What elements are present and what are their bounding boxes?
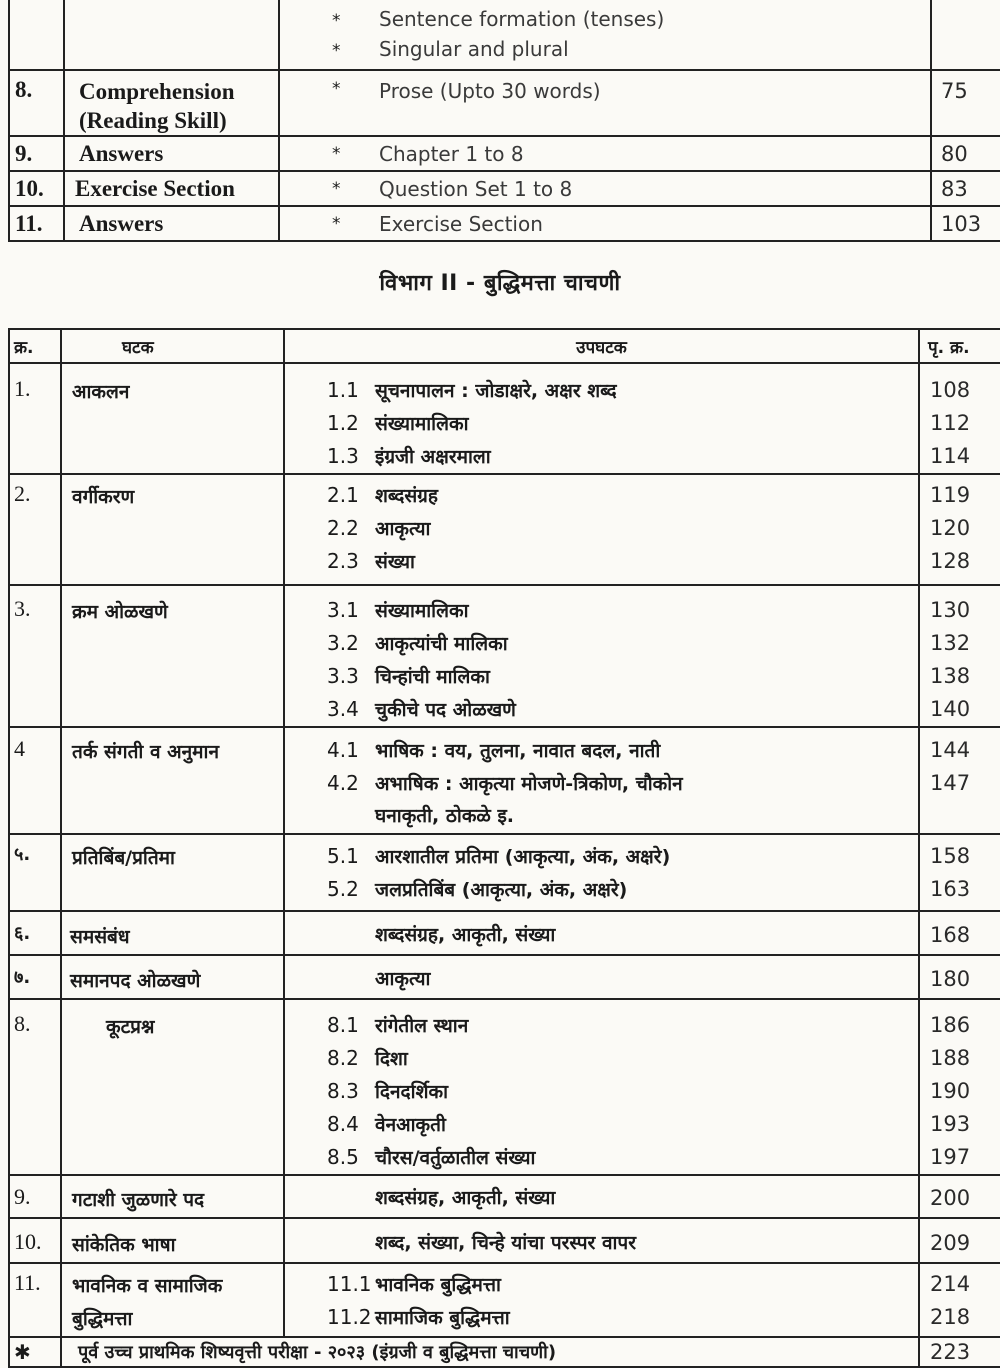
subgroup-item <box>327 407 918 440</box>
page-number: 128 <box>930 549 971 573</box>
subgroup-number: 8.3 <box>327 1079 359 1103</box>
subgroup-item <box>327 1182 918 1215</box>
group-title-line: समानपद ओळखणे <box>70 970 201 992</box>
subgroup-item <box>327 374 918 407</box>
page-number: 158 <box>930 844 971 868</box>
header-subgroup: उपघटक <box>284 329 919 363</box>
page-cell <box>919 834 1000 911</box>
bullet-cell <box>279 0 379 70</box>
subgroup-text: संख्या <box>375 551 415 573</box>
subgroup-item <box>327 479 918 512</box>
page-number: 186 <box>930 1013 971 1037</box>
subgroup-item <box>327 1108 918 1141</box>
bullet: * <box>279 136 379 171</box>
subgroup-text: चिन्हांची मालिका <box>375 666 490 688</box>
table-row <box>9 1263 1000 1337</box>
bullet: * <box>332 41 341 61</box>
subgroup-item <box>327 1301 918 1334</box>
bullet: * <box>332 11 341 31</box>
english-contents-table <box>8 0 1000 242</box>
group-title-line: बुद्धिमत्ता <box>72 1308 133 1330</box>
table-row <box>9 1218 1000 1263</box>
subgroup-item <box>327 1268 918 1301</box>
page-cell <box>919 955 1000 999</box>
page-number: 83 <box>931 171 1000 206</box>
subgroup-text: शब्दसंग्रह, आकृती, संख्या <box>375 1187 556 1209</box>
subgroup-number: 2.3 <box>327 549 359 573</box>
table-row <box>9 206 1000 241</box>
group-title-line: कूटप्रश्न <box>106 1016 155 1038</box>
subgroup-cell <box>284 1263 919 1337</box>
chapter-number: 11. <box>9 206 64 241</box>
table-row <box>9 171 1000 206</box>
page-number: 200 <box>930 1186 971 1210</box>
subgroup-text: भाषिक : वय, तुलना, नावात बदल, नाती <box>375 740 661 762</box>
subgroup-text: शब्दसंग्रह, आकृती, संख्या <box>375 924 556 946</box>
footer-row <box>9 1337 1000 1367</box>
subgroup-text: जलप्रतिबिंब (आकृत्या, अंक, अक्षरे) <box>375 879 628 901</box>
subgroup-item <box>327 840 918 873</box>
table-row <box>9 955 1000 999</box>
page-number: 138 <box>930 664 971 688</box>
group-number: ७. <box>9 955 61 999</box>
subgroup-item <box>327 1227 918 1260</box>
group-title-line: सांकेतिक भाषा <box>72 1234 176 1256</box>
subgroup-number: 2.1 <box>327 483 359 507</box>
subtopic-text: Exercise Section <box>379 206 931 241</box>
subtopic-text: Prose (Upto 30 words) <box>379 70 931 136</box>
chapter-title <box>64 70 279 136</box>
group-title-line: आकलन <box>72 381 130 403</box>
table-row <box>9 911 1000 955</box>
table-row <box>9 727 1000 834</box>
subgroup-text: रांगेतील स्थान <box>375 1015 469 1037</box>
page-number: 130 <box>930 598 971 622</box>
page-cell <box>919 1263 1000 1337</box>
group-title-line: प्रतिबिंब/प्रतिमा <box>72 847 175 869</box>
group-number: 4 <box>9 727 61 834</box>
group-number: 9. <box>9 1175 61 1218</box>
subgroup-cell <box>284 834 919 911</box>
group-number: 3. <box>9 585 61 727</box>
bullet: * <box>279 206 379 241</box>
page-cell <box>919 999 1000 1175</box>
subgroup-text: आकृत्यांची मालिका <box>375 633 508 655</box>
chapter-title-line: (Reading Skill) <box>79 108 227 133</box>
subgroup-item <box>327 800 918 833</box>
bullet: * <box>279 171 379 206</box>
table-row <box>9 136 1000 171</box>
page-cell <box>931 0 1000 70</box>
group-title-line: समसंबंध <box>70 926 130 948</box>
subgroup-text: चौरस/वर्तुळातील संख्या <box>375 1147 536 1169</box>
page-number: 218 <box>930 1305 971 1329</box>
chapter-number: 9. <box>9 136 64 171</box>
subtopic-text: Sentence formation (tenses) <box>379 7 665 31</box>
page-number: 168 <box>930 923 971 947</box>
subgroup-number: 8.1 <box>327 1013 359 1037</box>
subgroup-text: सूचनापालन : जोडाक्षरे, अक्षर शब्द <box>375 380 617 402</box>
subgroup-text: संख्यामालिका <box>375 600 469 622</box>
subgroup-text: आरशातील प्रतिमा (आकृत्या, अंक, अक्षरे) <box>375 846 671 868</box>
page-number: 112 <box>930 411 971 435</box>
subgroup-text: इंग्रजी अक्षरमाला <box>375 446 491 468</box>
page-number: 163 <box>930 877 971 901</box>
subgroup-text: दिशा <box>375 1048 408 1070</box>
page-number: 119 <box>930 483 971 507</box>
subgroup-cell <box>284 1218 919 1263</box>
subgroup-text: भावनिक बुद्धिमत्ता <box>375 1274 501 1296</box>
group-title <box>61 1218 284 1263</box>
group-title-line: वर्गीकरण <box>72 486 135 508</box>
subgroup-text: शब्दसंग्रह <box>375 485 438 507</box>
table-row <box>9 474 1000 585</box>
footer-page: 223 <box>919 1337 1000 1367</box>
subgroup-number: 5.2 <box>327 877 359 901</box>
subgroup-text: अभाषिक : आकृत्या मोजणे-त्रिकोण, चौकोन <box>375 773 683 795</box>
chapter-title-line: Comprehension <box>79 79 235 104</box>
subgroup-cell <box>284 363 919 474</box>
group-title-line: गटाशी जुळणारे पद <box>72 1189 205 1211</box>
section-title: विभाग II - बुद्धिमत्ता चाचणी <box>379 271 621 296</box>
page-number: 209 <box>930 1231 971 1255</box>
table-row <box>9 0 1000 70</box>
page-number <box>930 800 1000 833</box>
page-cell <box>919 474 1000 585</box>
page-number: 188 <box>930 1046 971 1070</box>
subgroup-number: 3.2 <box>327 631 359 655</box>
group-title <box>61 363 284 474</box>
page-number: 180 <box>930 967 971 991</box>
subgroup-item <box>327 873 918 906</box>
subgroup-text: संख्यामालिका <box>375 413 469 435</box>
group-title <box>61 955 284 999</box>
group-number: ५. <box>9 834 61 911</box>
subgroup-number: 1.2 <box>327 411 359 435</box>
subgroup-number: 5.1 <box>327 844 359 868</box>
group-number: 1. <box>9 363 61 474</box>
subgroup-number: 3.1 <box>327 598 359 622</box>
subgroup-item <box>327 1009 918 1042</box>
subgroup-item <box>327 545 918 578</box>
chapter-cell <box>64 0 279 70</box>
group-number: ६. <box>9 911 61 955</box>
footer-mark: ✱ <box>9 1337 61 1367</box>
page-number: 132 <box>930 631 971 655</box>
group-title-line: तर्क संगती व अनुमान <box>72 741 220 763</box>
chapter-title: Answers <box>64 136 279 171</box>
table-row <box>9 834 1000 911</box>
subgroup-number: 4.2 <box>327 771 359 795</box>
header-page: पृ. क्र. <box>919 329 1000 363</box>
page-number: 75 <box>931 70 1000 136</box>
page-number: 193 <box>930 1112 971 1136</box>
subgroup-cell <box>284 1175 919 1218</box>
subgroup-text: आकृत्या <box>375 518 431 540</box>
subgroup-item <box>327 767 918 800</box>
page-number: 114 <box>930 444 971 468</box>
subgroup-text: दिनदर्शिका <box>375 1081 448 1103</box>
table-row <box>9 585 1000 727</box>
page-number: 140 <box>930 697 971 721</box>
group-title <box>61 474 284 585</box>
group-title <box>61 1175 284 1218</box>
subgroup-item <box>327 693 918 726</box>
subgroup-item <box>327 734 918 767</box>
page-number: 197 <box>930 1145 971 1169</box>
chapter-title: Exercise Section <box>64 171 279 206</box>
subgroup-item <box>327 660 918 693</box>
table-row <box>9 363 1000 474</box>
page-number: 108 <box>930 378 971 402</box>
subgroup-number: 2.2 <box>327 516 359 540</box>
subtopic-text: Chapter 1 to 8 <box>379 136 931 171</box>
subgroup-item <box>327 512 918 545</box>
page-cell <box>919 585 1000 727</box>
group-title <box>61 834 284 911</box>
group-title-line: क्रम ओळखणे <box>72 601 168 623</box>
table-row <box>9 1175 1000 1218</box>
subgroup-cell <box>284 474 919 585</box>
subgroup-item <box>327 627 918 660</box>
group-title <box>61 999 284 1175</box>
table-row <box>9 999 1000 1175</box>
subgroup-item <box>327 440 918 473</box>
subgroup-text: घनाकृती, ठोकळे इ. <box>375 805 515 827</box>
chapter-number: 8. <box>9 70 64 136</box>
page-number: 147 <box>930 771 971 795</box>
subgroup-number: 8.5 <box>327 1145 359 1169</box>
page-cell <box>919 363 1000 474</box>
page-cell <box>919 727 1000 834</box>
subgroup-number: 3.3 <box>327 664 359 688</box>
subgroup-text: चुकीचे पद ओळखणे <box>375 699 516 721</box>
chapter-number: 10. <box>9 171 64 206</box>
subgroup-number: 4.1 <box>327 738 359 762</box>
table-row <box>9 70 1000 136</box>
subgroup-item <box>327 1075 918 1108</box>
subgroup-cell <box>284 955 919 999</box>
group-number: 10. <box>9 1218 61 1263</box>
page-number: 190 <box>930 1079 971 1103</box>
subgroup-cell <box>284 911 919 955</box>
subgroup-text: सामाजिक बुद्धिमत्ता <box>375 1307 510 1329</box>
subgroup-cell <box>284 999 919 1175</box>
subgroup-item <box>327 919 918 952</box>
subgroup-number: 8.2 <box>327 1046 359 1070</box>
subgroup-item <box>327 963 918 996</box>
group-number: 11. <box>9 1263 61 1337</box>
subgroup-item <box>327 1141 918 1174</box>
group-title <box>61 585 284 727</box>
page-number: 144 <box>930 738 971 762</box>
subgroup-cell <box>284 727 919 834</box>
group-number: 2. <box>9 474 61 585</box>
subgroup-number: 1.3 <box>327 444 359 468</box>
header-group: घटक <box>61 329 284 363</box>
subgroup-number: 11.2 <box>327 1305 372 1329</box>
table-header-row <box>9 329 1000 363</box>
subtopic-cell <box>379 0 931 70</box>
page-number: 103 <box>931 206 1000 241</box>
subgroup-number: 3.4 <box>327 697 359 721</box>
group-title <box>61 727 284 834</box>
group-title <box>61 1263 284 1337</box>
subgroup-number: 11.1 <box>327 1272 372 1296</box>
page-cell <box>919 1218 1000 1263</box>
group-title-line: भावनिक व सामाजिक <box>72 1275 223 1297</box>
subgroup-item <box>327 1042 918 1075</box>
page-number: 120 <box>930 516 971 540</box>
subgroup-item <box>327 594 918 627</box>
subgroup-cell <box>284 585 919 727</box>
page-number: 214 <box>930 1272 971 1296</box>
header-number: क्र. <box>9 329 61 363</box>
number-cell <box>9 0 64 70</box>
chapter-title: Answers <box>64 206 279 241</box>
footer-text: पूर्व उच्च प्राथमिक शिष्यवृत्ती परीक्षा - २०२३ (इंग्रजी व बुद्धिमत्ता चाचणी) <box>61 1337 919 1367</box>
page-cell <box>919 911 1000 955</box>
subgroup-text: शब्द, संख्या, चिन्हे यांचा परस्पर वापर <box>375 1232 636 1254</box>
subgroup-number: 8.4 <box>327 1112 359 1136</box>
group-title <box>61 911 284 955</box>
subgroup-number: 1.1 <box>327 378 359 402</box>
page-number: 80 <box>931 136 1000 171</box>
subtopic-text: Question Set 1 to 8 <box>379 171 931 206</box>
group-number: 8. <box>9 999 61 1175</box>
reasoning-contents-table <box>8 328 1000 1368</box>
page-cell <box>919 1175 1000 1218</box>
subgroup-text: वेनआकृती <box>375 1114 446 1136</box>
subtopic-text: Singular and plural <box>379 37 569 61</box>
bullet: * <box>279 70 379 136</box>
subgroup-text: आकृत्या <box>375 968 431 990</box>
